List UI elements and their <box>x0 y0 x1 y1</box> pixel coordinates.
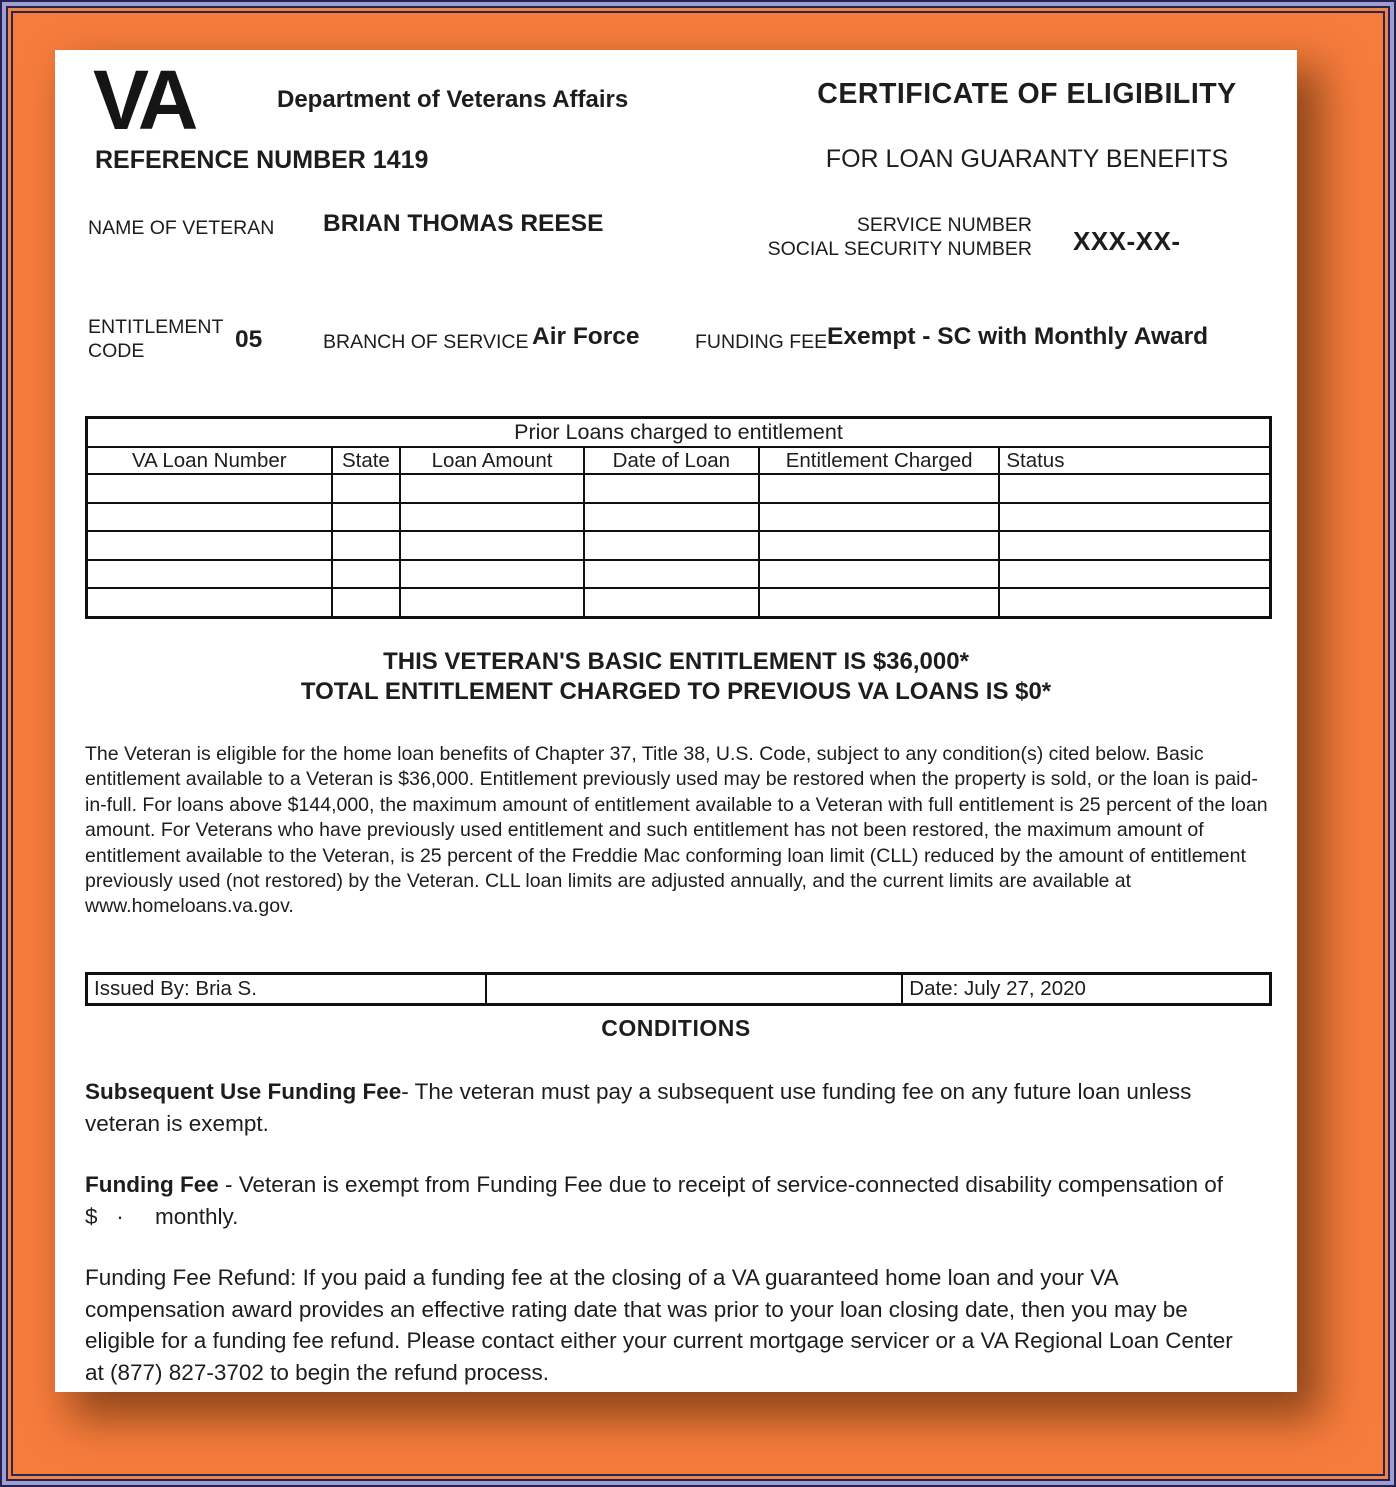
branch-of-service-value: Air Force <box>532 323 640 350</box>
column-header-loan-amount: Loan Amount <box>400 447 584 474</box>
reference-number: REFERENCE NUMBER 1419 <box>95 146 429 174</box>
funding-fee-value: Exempt - SC with Monthly Award <box>827 323 1209 350</box>
service-number-label: SERVICE NUMBER <box>856 214 1032 236</box>
prior-loans-empty-row <box>87 560 1271 589</box>
condition-subsequent-use-lead: Subsequent Use Funding Fee <box>85 1079 402 1104</box>
funding-fee-label: FUNDING FEE <box>695 331 828 353</box>
prior-loans-header-row <box>87 447 1271 474</box>
column-header-date-of-loan: Date of Loan <box>584 447 759 474</box>
service-number-labels <box>745 213 1032 261</box>
condition-funding-fee <box>85 1169 1253 1232</box>
issued-empty-cell <box>486 974 903 1005</box>
condition-funding-fee-refund-text: Funding Fee Refund: If you paid a funding fee at the closing of a VA guaranteed home loan and your VA compensation award provides an effective rating date that was prior to your loan closing date, then you may be eligible for a funding fee refund. Please contact either your current mortgage servicer or a VA Regional Loan Center at (877) 827-3702 to begin the refund process. <box>85 1265 1233 1385</box>
va-logo: VA <box>93 53 194 147</box>
condition-subsequent-use <box>85 1076 1253 1139</box>
orange-rim <box>8 8 1388 1479</box>
ssn-value: XXX-XX- <box>1073 226 1181 256</box>
issued-by-bar <box>85 972 1272 1006</box>
veteran-name: BRIAN THOMAS REESE <box>323 210 604 237</box>
branch-of-service-label: BRANCH OF SERVICE <box>323 331 529 353</box>
ssn-label: SOCIAL SECURITY NUMBER <box>767 238 1032 260</box>
prior-loans-table <box>85 416 1272 619</box>
loan-benefits-subtitle: FOR LOAN GUARANTY BENEFITS <box>825 145 1229 173</box>
column-header-entitlement-charged: Entitlement Charged <box>759 447 999 474</box>
eligibility-paragraph: The Veteran is eligible for the home loan benefits of Chapter 37, Title 38, U.S. Code, subject to any condition(s) cited below. Basic entitlement available to a Veteran is $36,000. Entitlement previously used may be restored when the property is sold, or the loan is paid-in-full. For loans above $144,000, the maximum amount of entitlement available to a Veteran with full entitlement is 25 percent of the loan amount. For Veterans who have previously used entitlement and such entitlement has not been restored, the maximum amount of entitlement available to the Veteran, is 25 percent of the Freddie Mac conforming loan limit (CLL) reduced by the amount of entitlement previously used (not restored) by the Veteran. CLL loan limits are adjusted annually, and the current limits are available at www.homeloans.va.gov. <box>85 743 1268 918</box>
orange-mat <box>13 13 1383 1474</box>
conditions-heading: CONDITIONS <box>601 1015 751 1041</box>
column-header-state: State <box>332 447 401 474</box>
condition-funding-fee-refund <box>85 1262 1245 1388</box>
certificate-title: CERTIFICATE OF ELIGIBILITY <box>817 78 1237 110</box>
prior-loans-empty-row <box>87 531 1271 560</box>
condition-subsequent-use-text: - The veteran must pay a subsequent use funding fee on any future loan unless veteran is exempt. <box>85 1079 1192 1136</box>
column-header-status: Status <box>999 447 1270 474</box>
issued-by-cell: Issued By: Bria S. <box>87 974 486 1005</box>
prior-loans-empty-row <box>87 588 1271 617</box>
prior-loans-title: Prior Loans charged to entitlement <box>87 418 1271 448</box>
condition-funding-fee-lead: Funding Fee <box>85 1172 219 1197</box>
prior-loans-empty-row <box>87 503 1271 532</box>
charged-entitlement-summary: TOTAL ENTITLEMENT CHARGED TO PREVIOUS VA LOANS IS $0* <box>300 678 1052 705</box>
entitlement-code-label: ENTITLEMENT CODE <box>88 316 224 362</box>
prior-loans-empty-row <box>87 474 1271 503</box>
veteran-name-label: NAME OF VETERAN <box>88 217 275 239</box>
inner-navy-border <box>6 6 1390 1481</box>
inner-navy-line <box>11 11 1385 1476</box>
column-header-va-loan-number: VA Loan Number <box>87 447 332 474</box>
entitlement-code-value: 05 <box>235 326 263 353</box>
periwinkle-border <box>2 2 1394 1485</box>
agency-name: Department of Veterans Affairs <box>277 86 629 113</box>
issue-date-cell: Date: July 27, 2020 <box>902 974 1270 1005</box>
certificate-page <box>55 50 1297 1392</box>
basic-entitlement-summary: THIS VETERAN'S BASIC ENTITLEMENT IS $36,000* <box>383 648 969 675</box>
condition-funding-fee-text: - Veteran is exempt from Funding Fee due to receipt of service-connected disability compensation of $ · monthly. <box>85 1172 1224 1229</box>
